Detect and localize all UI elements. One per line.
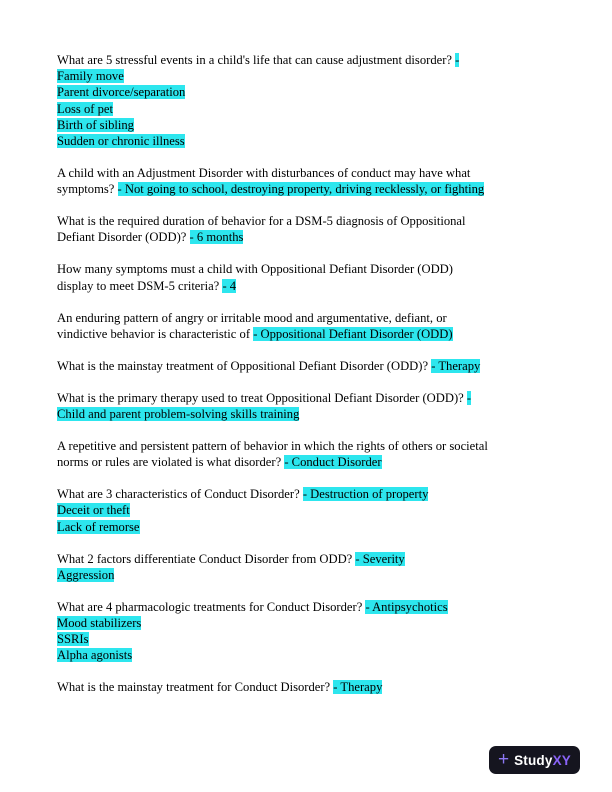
- question-segment: What are 3 characteristics of Conduct Disorder?: [57, 487, 303, 502]
- question-segment: A child with an Adjustment Disorder with disturbances of conduct may have what: [57, 166, 471, 181]
- text-line: [57, 326, 567, 342]
- question-segment: What are 5 stressful events in a child's life that can cause adjustment disorder?: [57, 53, 456, 67]
- text-line: [57, 454, 567, 470]
- question-segment: What 2 factors differentiate Conduct Disorder from ODD?: [57, 551, 356, 566]
- text-line: [57, 117, 567, 133]
- flashcard: [57, 358, 567, 374]
- text-line: [57, 679, 567, 695]
- text-line: [57, 390, 567, 406]
- text-line: [57, 631, 567, 647]
- flashcard: [57, 599, 567, 664]
- plus-icon: +: [497, 748, 510, 770]
- answer-segment: Parent divorce/separation: [57, 85, 186, 100]
- answer-segment: - Not going to school, destroying property, driving recklessly, or fighting: [117, 182, 485, 197]
- text-line: [57, 615, 567, 631]
- text-line: [57, 101, 567, 117]
- text-line: [57, 406, 567, 422]
- question-segment: Defiant Disorder (ODD)?: [57, 230, 190, 245]
- answer-segment: - Oppositional Defiant Disorder (ODD): [253, 326, 453, 341]
- text-line: [57, 599, 567, 615]
- answer-segment: Aggression: [57, 567, 115, 582]
- text-line: [57, 438, 567, 454]
- question-segment: What is the primary therapy used to treat Oppositional Defiant Disorder (ODD)?: [57, 390, 467, 405]
- flashcard: [57, 438, 567, 470]
- question-segment: symptoms?: [57, 182, 118, 197]
- question-segment: What are 4 pharmacologic treatments for Conduct Disorder?: [57, 599, 366, 614]
- answer-segment: Family move: [57, 69, 124, 84]
- answer-segment: - Antipsychotics: [365, 599, 448, 614]
- flashcard: [57, 261, 567, 293]
- text-line: [57, 486, 567, 502]
- question-segment: An enduring pattern of angry or irritable mood and argumentative, defiant, or: [57, 310, 447, 325]
- question-segment: display to meet DSM-5 criteria?: [57, 278, 223, 293]
- text-line: [57, 84, 567, 100]
- answer-segment: -: [455, 53, 460, 67]
- text-line: [57, 502, 567, 518]
- question-segment: vindictive behavior is characteristic of: [57, 326, 254, 341]
- answer-segment: - Therapy: [333, 680, 383, 695]
- answer-segment: - Conduct Disorder: [284, 455, 382, 470]
- text-line: [57, 213, 567, 229]
- flashcard: [57, 551, 567, 583]
- question-segment: How many symptoms must a child with Oppositional Defiant Disorder (ODD): [57, 262, 453, 277]
- answer-segment: Deceit or theft: [57, 503, 130, 518]
- brand-wordmark: [514, 753, 571, 768]
- text-line: [57, 551, 567, 567]
- text-line: [57, 567, 567, 583]
- flashcard: [57, 390, 567, 422]
- text-line: [57, 310, 567, 326]
- text-line: [57, 278, 567, 294]
- question-segment: What is the mainstay treatment of Oppositional Defiant Disorder (ODD)?: [57, 358, 432, 373]
- brand-primary-text: Study: [514, 752, 553, 768]
- text-line: [57, 52, 567, 68]
- flashcard: [57, 486, 567, 535]
- text-line: [57, 165, 567, 181]
- answer-segment: - Severity: [355, 551, 405, 566]
- answer-segment: - Therapy: [431, 358, 481, 373]
- answer-segment: Child and parent problem-solving skills training: [57, 407, 300, 422]
- answer-segment: Alpha agonists: [57, 648, 133, 663]
- answer-segment: - 4: [222, 278, 237, 293]
- flashcard: [57, 310, 567, 342]
- answer-segment: Sudden or chronic illness: [57, 134, 185, 149]
- answer-segment: - 6 months: [189, 230, 244, 245]
- answer-segment: Loss of pet: [57, 101, 113, 116]
- text-line: [57, 261, 567, 277]
- text-line: [57, 519, 567, 535]
- studyxy-logo: [489, 746, 580, 774]
- question-segment: What is the required duration of behavior for a DSM-5 diagnosis of Oppositional: [57, 214, 466, 229]
- answer-segment: Mood stabilizers: [57, 616, 142, 631]
- answer-segment: SSRIs: [57, 632, 89, 647]
- flashcard: [57, 679, 567, 695]
- text-line: [57, 358, 567, 374]
- flashcard: [57, 52, 567, 149]
- answer-segment: Birth of sibling: [57, 117, 134, 132]
- text-line: [57, 68, 567, 84]
- question-segment: What is the mainstay treatment for Conduct Disorder?: [57, 680, 334, 695]
- text-line: [57, 229, 567, 245]
- text-line: [57, 647, 567, 663]
- flashcard: [57, 165, 567, 197]
- brand-accent-text: XY: [552, 752, 572, 768]
- question-segment: norms or rules are violated is what disorder?: [57, 455, 285, 470]
- question-segment: A repetitive and persistent pattern of behavior in which the rights of others or societal: [57, 439, 488, 454]
- flashcard: [57, 213, 567, 245]
- text-line: [57, 133, 567, 149]
- text-line: [57, 181, 567, 197]
- answer-segment: -: [466, 390, 472, 405]
- answer-segment: Lack of remorse: [57, 519, 140, 534]
- flashcard-list: [57, 52, 567, 711]
- answer-segment: - Destruction of property: [302, 487, 429, 502]
